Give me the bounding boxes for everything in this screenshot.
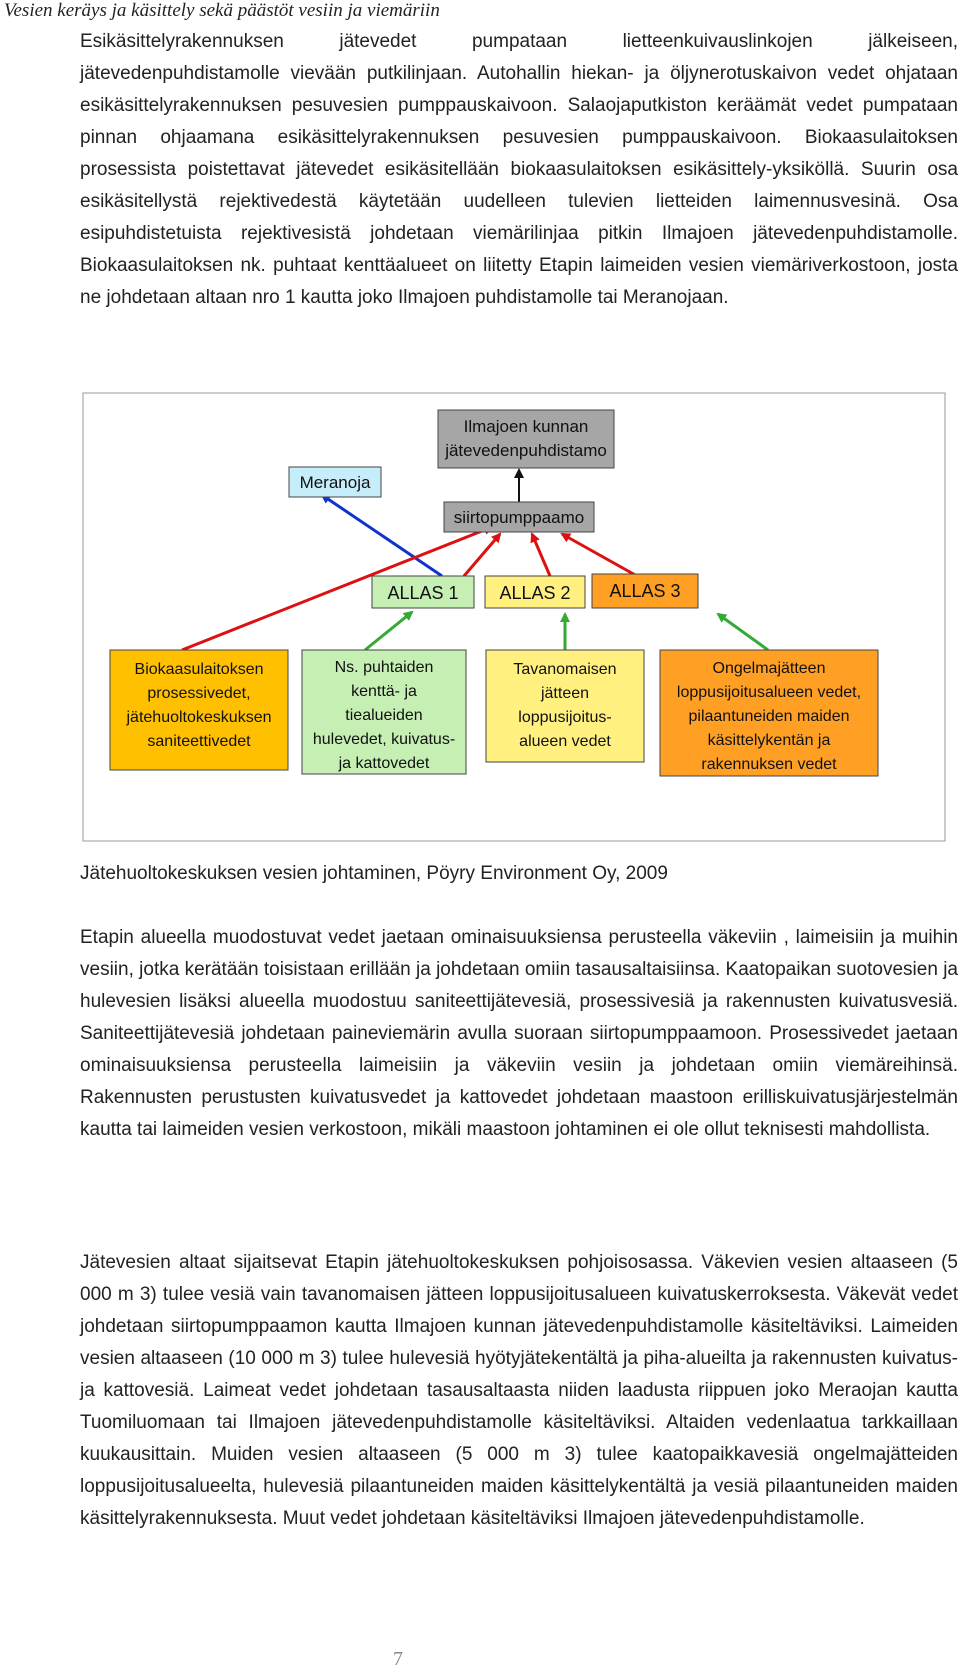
paragraph-3: Jätevesien altaat sijaitsevat Etapin jätehuoltokeskuksen pohjoisosassa. Väkevien vesien altaaseen (5 000 m 3) tulee vesiä vain tavanomaisen jätteen loppusijoitusalueen kuivatuskerroksesta. Väkevät vedet johdetaan siirtopumppaamon kautta Ilmajoen kunnan jätevedenpuhdistamolle käsiteltäviksi. Laimeiden vesien altaaseen (10 000 m 3) tulee hulevesiä hyötyjätekentältä ja piha-alueilta ja rakennusten kuivatus- ja kattovesiä. Laimeat vedet johdetaan tasausaltaasta niiden laadusta riippuen joko Meraojan kautta Tuomiluomaan tai Ilmajoen jätevedenpuhdistamolle käsiteltäviksi. Altaiden vedenlaatua tarkkaillaan kuukausittain. Muiden vesien altaaseen (5 000 m 3) tulee kaatopaikkavesiä ongelmajätteiden loppusijoitusalueelta, hulevesiä pilaantuneiden maiden käsittelykentältä ja vesiä pilaantuneiden maiden käsittelyrakennuksesta. Muut vedet johdetaan käsiteltäviksi Ilmajoen jätevedenpuhdistamolle. [80,1252,958,1529]
source-1-line-2: prosessivedet, [147,685,251,702]
meranoja-box [289,467,381,497]
pumping-station-label: siirtopumppaamo [453,508,585,527]
figure-caption: Jätehuoltokeskuksen vesien johtaminen, Pöyry Environment Oy, 2009 [80,863,668,884]
source-3-line-4: alueen vedet [519,733,611,750]
basin-1-box [372,576,474,608]
source-3-line-1: Tavanomaisen [513,661,617,678]
pumping-station-box [444,502,594,532]
source-2-line-4: hulevedet, kuivatus- [312,731,456,748]
source-1-box [110,650,288,770]
basin-2-box [485,576,585,608]
page-number: 7 [393,1648,403,1670]
source-3-line-2: jätteen [540,685,590,702]
source-4-line-4: käsittelykentän ja [707,732,831,749]
source-2-line-1: Ns. puhtaiden [334,659,434,676]
treatment-plant-line-2: jätevedenpuhdistamo [445,441,607,460]
source-4-line-1: Ongelmajätteen [712,660,826,677]
source-2-box [302,650,466,774]
source-4-line-3: pilaantuneiden maiden [688,708,850,725]
source-4-line-5: rakennuksen vedet [701,756,837,773]
source-1-line-3: jätehuoltokeskuksen [126,709,272,726]
source-3-line-3: loppusijoitus- [518,709,612,726]
basin-1-label: ALLAS 1 [387,583,459,603]
running-header: Vesien keräys ja käsittely sekä päästöt vesiin ja viemäriin [4,0,440,21]
source-2-line-5: ja kattovedet [338,755,430,772]
basin-3-box [592,574,698,608]
paragraph-1: Esikäsittelyrakennuksen jätevedet pumpataan lietteenkuivauslinkojen jälkeiseen, jätevedenpuhdistamolle vievään putkilinjaan. Autohallin hiekan- ja öljynerotuskaivon vedet ohjataan esikäsittelyrakennuksen pesuvesien pumppauskaivoon. Salaojaputkiston keräämät vedet pumpataan pinnan ohjaamana esikäsittelyrakennuksen pesuvesien pumppauskaivoon. Biokaasulaitoksen prosessista poistettavat jätevedet esikäsitellään biokaasulaitoksen esikäsittely-yksiköllä. Suurin osa esikäsitellystä rejektivedestä käytetään uudelleen tulevien lietteiden laimennusvesinä. Osa esipuhdistetuista rejektivesistä johdetaan viemärilinjaa pitkin Ilmajoen jätevedenpuhdistamolle. Biokaasulaitoksen nk. puhtaat kenttäalueet on liitetty Etapin laimeiden vesien viemäriverkostoon, josta ne johdetaan altaan nro 1 kautta joko Ilmajoen puhdistamolle tai Meranojaan. [80,31,958,308]
basin-3-label: ALLAS 3 [609,581,681,601]
source-2-line-3: tiealueiden [345,707,423,724]
source-3-box [486,650,644,762]
source-4-line-2: loppusijoitusalueen vedet, [676,684,862,701]
source-4-box [660,650,878,776]
source-1-line-1: Biokaasulaitoksen [134,661,264,678]
meranoja-label: Meranoja [299,473,371,492]
treatment-plant-line-1: Ilmajoen kunnan [463,417,589,436]
source-2-line-2: kenttä- ja [351,683,417,700]
water-flow-diagram [82,392,946,842]
paragraph-2: Etapin alueella muodostuvat vedet jaetaan ominaisuuksiensa perusteella väkeviin , laimeisiin ja muihin vesiin, jotka kerätään toisistaan erillään ja johdetaan omiin tasausaltaisiinsa. Kaatopaikan suotovesien ja hulevesien lisäksi alueella muodostuu saniteettijätevesiä, prosessivesiä ja rakennusten kuivatusvesiä. Saniteettijätevesiä johdetaan paineviemärin avulla suoraan siirtopumppaamoon. Prosessivedet jaetaan ominaisuuksiensa perusteella laimeisiin ja väkeviin vesiin ja johdetaan omiin viemäreihinsä. Rakennusten perustusten kuivatusvedet ja kattovedet johdetaan maastoon erilliskuivatusjärjestelmän kautta tai laimeiden vesien verkostoon, mikäli maastoon johtaminen ei ole ollut teknisesti mahdollista. [80,927,958,1140]
basin-2-label: ALLAS 2 [499,583,571,603]
treatment-plant-box [438,410,614,468]
source-1-line-4: saniteettivedet [147,733,251,750]
